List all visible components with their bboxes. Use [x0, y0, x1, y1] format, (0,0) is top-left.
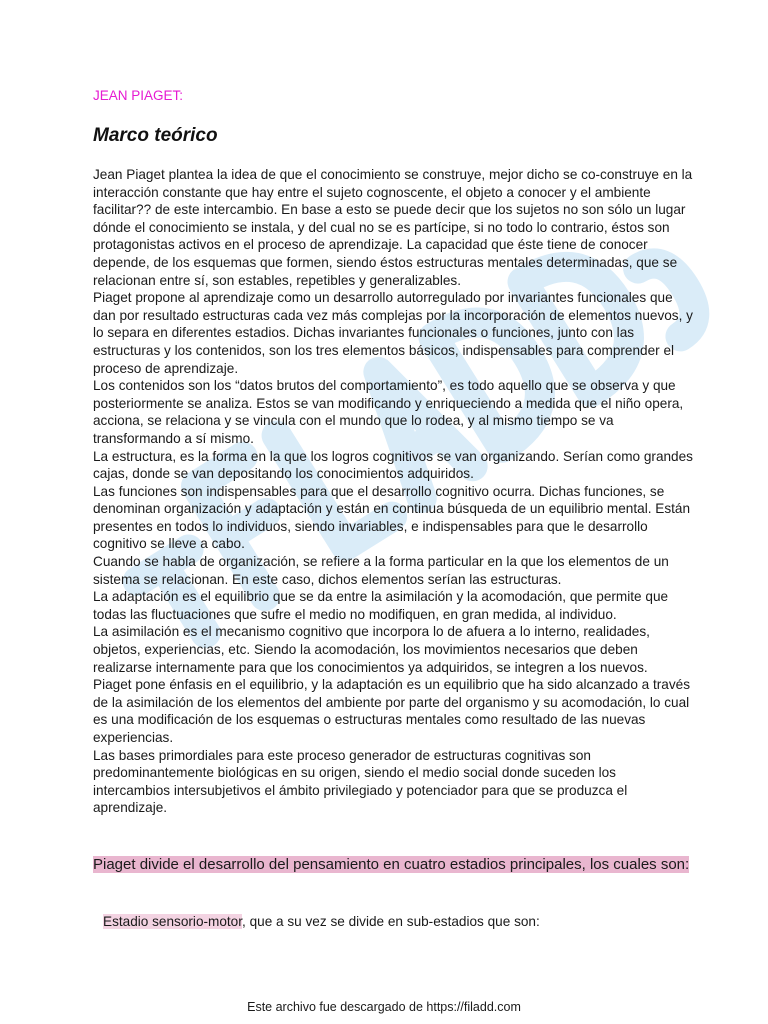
paragraph: Las funciones son indispensables para que el desarrollo cognitivo ocurra. Dichas funciones, se denominan organización y adaptación y están en continua búsqueda de un equilibrio mental. Están presentes en todos lo individuos, siendo invariables, e indispensables para que le desarrollo cognitivo se lleve a cabo.: [93, 483, 691, 552]
stage-term: Estadio sensorio-motor: [103, 914, 243, 929]
paragraph: Piaget propone al aprendizaje como un desarrollo autorregulado por invariantes funcionales que dan por resultado estructuras cada vez más complejas por la incorporación de elementos nuevos, y lo separa en diferentes estadios. Dichas invariantes funcionales o funciones, junto con las estructuras y los contenidos, son los tres elementos básicos, indispensables para comprender el proceso de aprendizaje.: [93, 290, 693, 376]
highlighted-text: Piaget divide el desarrollo del pensamiento en cuatro estadios principales, los cuales son:: [93, 856, 690, 873]
stage-description: , que a su vez se divide en sub-estadios que son:: [242, 914, 540, 929]
paragraph: Las bases primordiales para este proceso generador de estructuras cognitivas son predominantemente biológicas en su origen, siendo el medio social donde suceden los intercambios intersubjetivos el ámbito privilegiado y potenciador para que se produzca el aprendizaje.: [93, 747, 628, 816]
paragraph: Jean Piaget plantea la idea de que el conocimiento se construye, mejor dicho se co-construye en la interacción constante que hay entre el sujeto cognoscente, el objeto a conocer y el ambiente facilitar?? de este intercambio. En base a esto se puede decir que los sujetos no son sólo un lugar dónde el conocimiento se instala, y del cual no se es partícipe, si no todo lo contrario, éstos son protagonistas activos en el proceso de aprendizaje. La capacidad que éste tiene de conocer depende, de los esquemas que formen, siendo éstos estructuras mentales determinadas, que se relacionan entre sí, son estables, repetibles y generalizables.: [93, 167, 693, 288]
document-label: JEAN PIAGET:: [93, 88, 184, 103]
paragraph: La estructura, es la forma en la que los logros cognitivos se van organizando. Serían como grandes cajas, donde se van depositando los conocimientos adquiridos.: [93, 448, 693, 482]
stage-item: [103, 913, 540, 931]
paragraph: Los contenidos son los “datos brutos del comportamiento”, es todo aquello que se observa y que posteriormente se analiza. Estos se van modificando y enriqueciendo a medida que el niño opera, acciona, se relaciona y se vincula con el mundo que lo rodea, y al mismo tiempo se va transformando a sí mismo.: [93, 378, 684, 446]
highlighted-heading: [93, 855, 693, 874]
paragraph: Piaget pone énfasis en el equilibrio, y la adaptación es un equilibrio que ha sido alcanzado a través de la asimilación de los elementos del ambiente por parte del organismo y su acomodación, lo cual es una modificación de los esquemas o estructuras mentales como resultado de las nuevas experiencias.: [93, 677, 691, 745]
page-title: Marco teórico: [93, 125, 218, 146]
paragraph: La asimilación es el mecanismo cognitivo que incorpora lo de afuera a lo interno, realidades, objetos, experiencias, etc. Siendo la acomodación, los movimientos necesarios que deben realizarse internamente para que los conocimientos ya adquiridos, se integren a los nuevos.: [93, 624, 650, 675]
paragraph: Cuando se habla de organización, se refiere a la forma particular en la que los elementos de un sistema se relacionan. En este caso, dichos elementos serían las estructuras.: [93, 554, 669, 587]
body-text: [93, 166, 693, 817]
footer-note: Este archivo fue descargado de https://filadd.com: [247, 1000, 521, 1014]
paragraph: La adaptación es el equilibrio que se da entre la asimilación y la acomodación, que permite que todas las fluctuaciones que sufre el medio no modifiquen, en gran medida, al individuo.: [93, 589, 669, 622]
